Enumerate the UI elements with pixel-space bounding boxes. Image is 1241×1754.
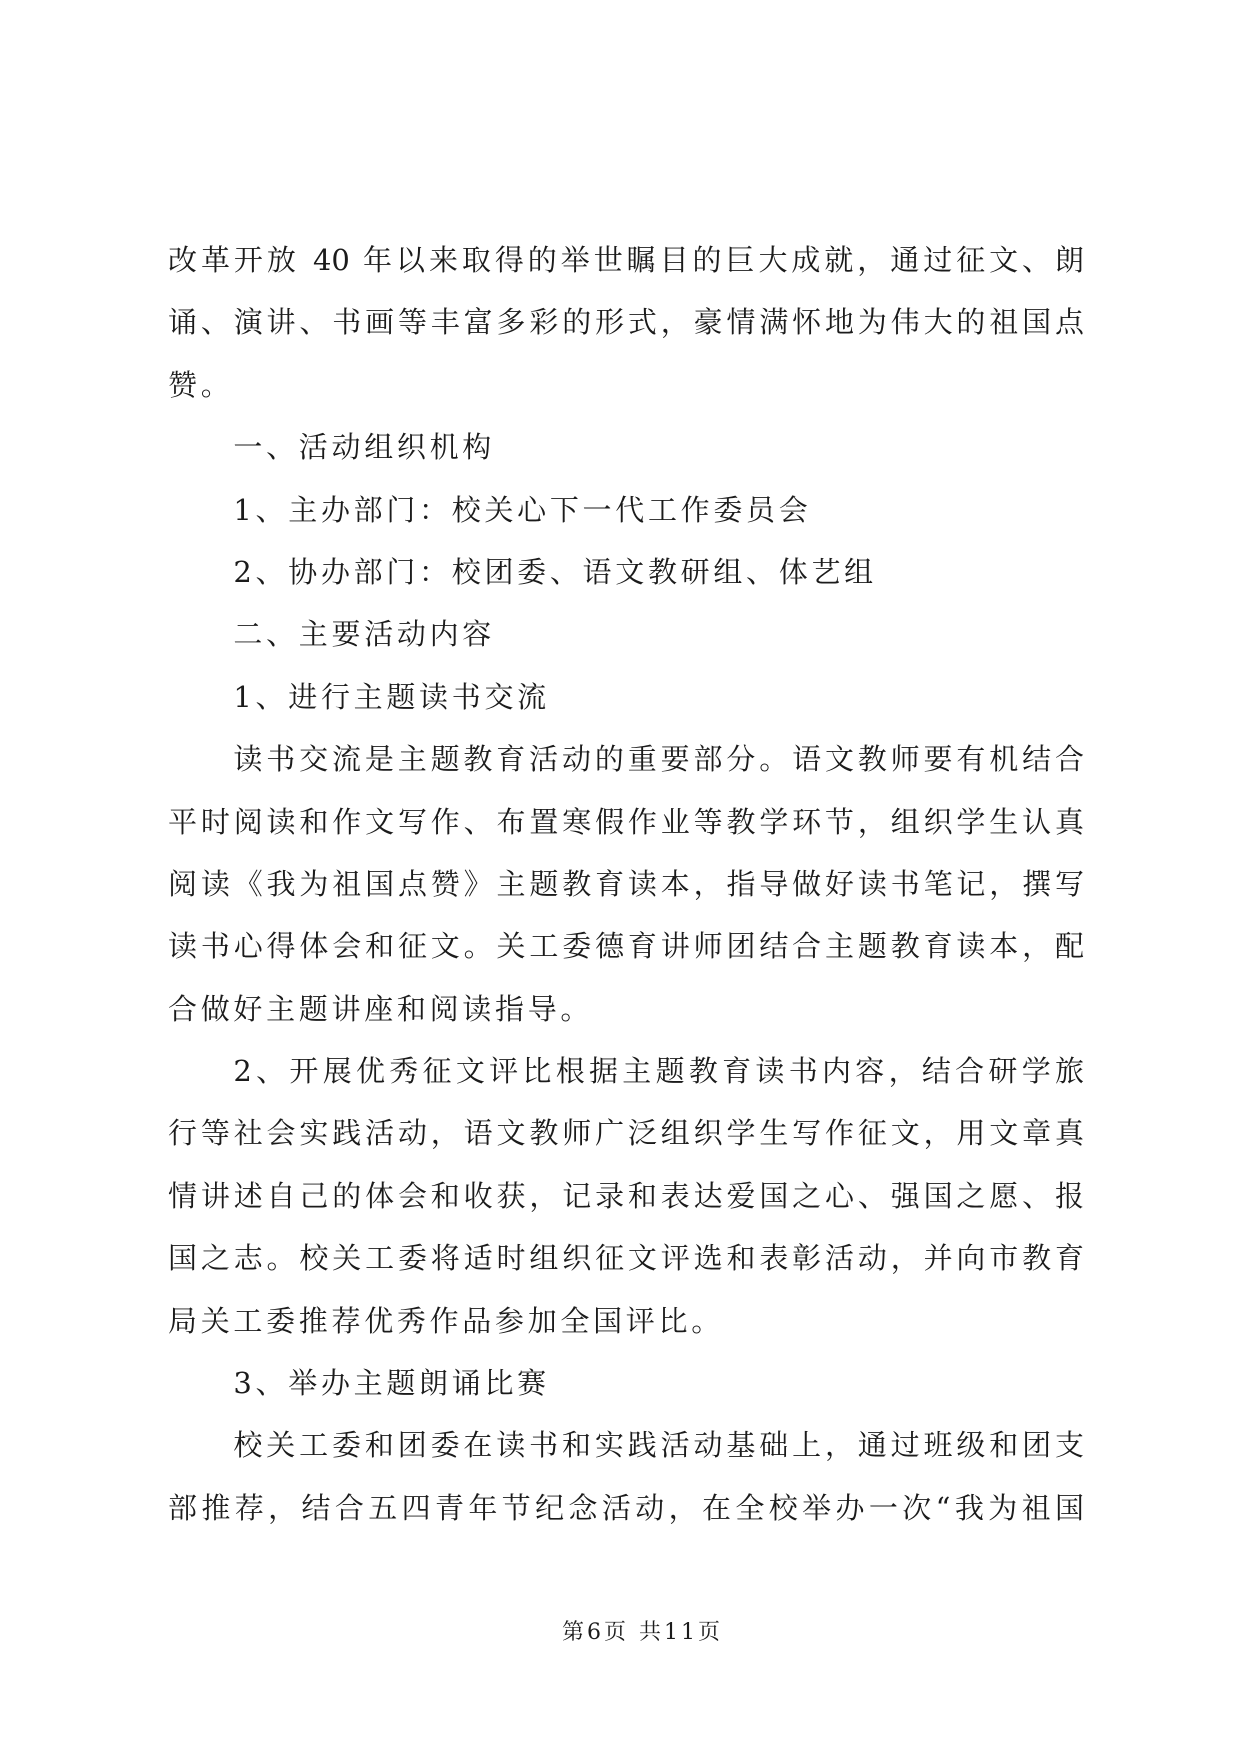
body-text-line: 情讲述自己的体会和收获，记录和表达爱国之心、强国之愿、报 (168, 1178, 1084, 1213)
heading-text: 一、活动组织机构 (233, 430, 495, 465)
body-text-line: 赞。 (168, 367, 234, 402)
paragraph-reading-exchange (168, 728, 1084, 1040)
body-text-line: 改革开放 40 年以来取得的举世瞩目的巨大成就，通过征文、朗 (168, 243, 1084, 277)
item-host-department (168, 479, 1084, 541)
paragraph-intro-continuation (168, 229, 1084, 416)
item-co-host-department (168, 541, 1084, 603)
body-text-line: 读书心得体会和征文。关工委德育讲师团结合主题教育读本，配 (168, 929, 1084, 964)
item-text: 1、主办部门：校关心下一代工作委员会 (233, 492, 812, 527)
body-text-line: 局关工委推荐优秀作品参加全国评比。 (168, 1303, 724, 1338)
body-text-line: 平时阅读和作文写作、布置寒假作业等教学环节，组织学生认真 (168, 804, 1084, 839)
body-text-line: 合做好主题讲座和阅读指导。 (168, 991, 594, 1026)
body-text-line: 校关工委和团委在读书和实践活动基础上，通过班级和团支 (233, 1428, 1084, 1463)
subheading-reading-exchange (168, 666, 1084, 728)
subheading-text: 1、进行主题读书交流 (233, 679, 550, 714)
subheading-text: 3、举办主题朗诵比赛 (233, 1366, 550, 1401)
body-text-line: 2、开展优秀征文评比根据主题教育读书内容，结合研学旅 (233, 1054, 1084, 1089)
body-text-line: 行等社会实践活动，语文教师广泛组织学生写作征文，用文章真 (168, 1116, 1084, 1151)
body-text-line: 部推荐，结合五四青年节纪念活动，在全校举办一次“我为祖国 (168, 1490, 1084, 1525)
body-text-line: 诵、演讲、书画等丰富多彩的形式，豪情满怀地为伟大的祖国点 (168, 305, 1084, 340)
item-text: 2、协办部门：校团委、语文教研组、体艺组 (233, 554, 877, 589)
document-body (168, 229, 1084, 1539)
section-heading-main-activities (168, 603, 1084, 665)
body-text-line: 国之志。校关工委将适时组织征文评选和表彰活动，并向市教育 (168, 1241, 1084, 1276)
subheading-recitation-contest (168, 1352, 1084, 1414)
paragraph-recitation-contest (168, 1414, 1084, 1539)
paragraph-essay-contest (168, 1040, 1084, 1352)
page-number-footer: 第6页 共11页 (562, 1620, 723, 1645)
body-text-line: 读书交流是主题教育活动的重要部分。语文教师要有机结合 (233, 742, 1084, 777)
section-heading-organization (168, 416, 1084, 478)
heading-text: 二、主要活动内容 (233, 617, 495, 652)
body-text-line: 阅读《我为祖国点赞》主题教育读本，指导做好读书笔记，撰写 (168, 866, 1084, 901)
